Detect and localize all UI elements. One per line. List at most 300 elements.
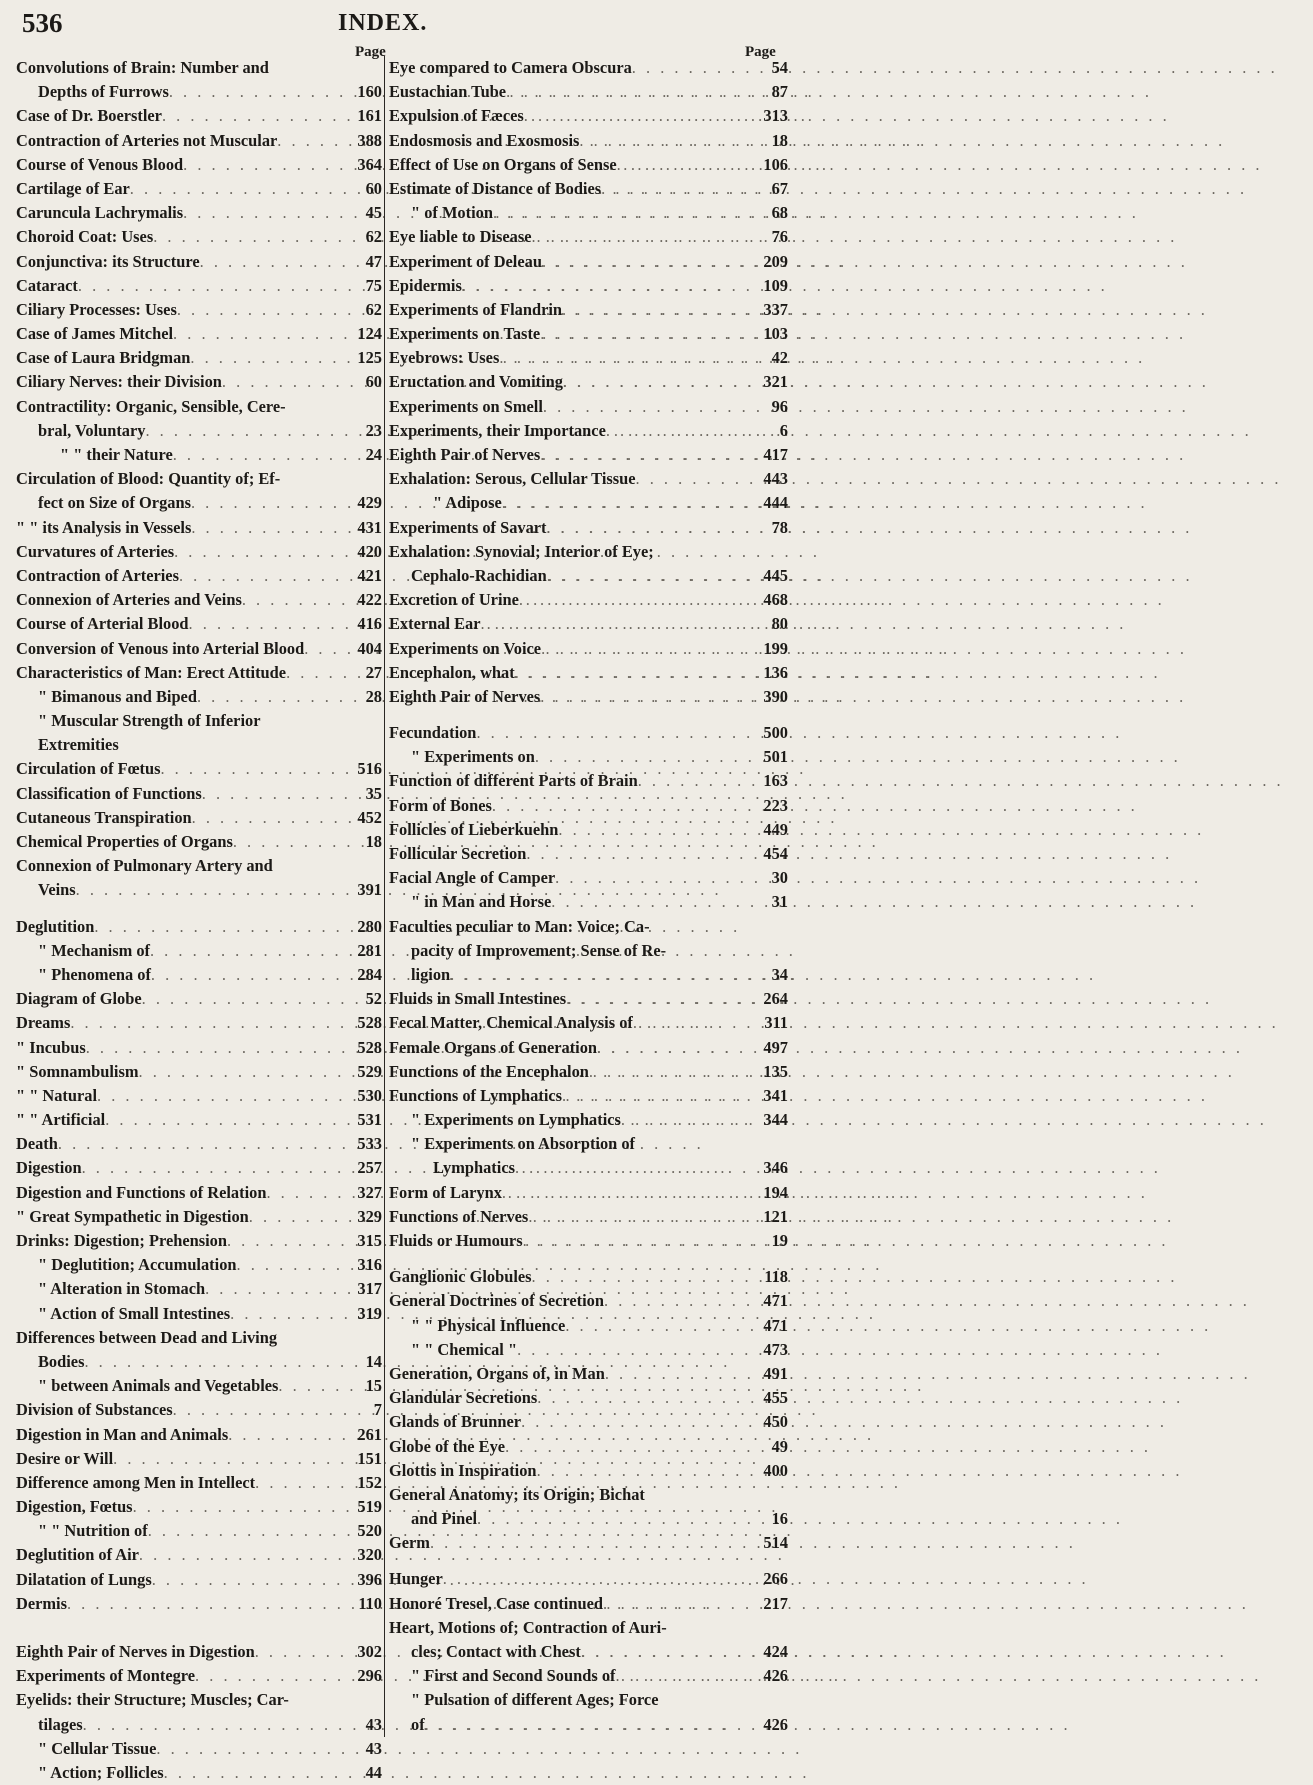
index-entry <box>16 661 382 685</box>
entry-page-number: 429 <box>357 493 382 513</box>
entry-text: Course of Arterial Blood <box>16 614 189 634</box>
entry-leader-dots <box>67 1592 354 1616</box>
entry-text: Eyebrows: Uses <box>389 348 500 368</box>
entry-leader-dots <box>638 769 760 793</box>
entry-leader-dots <box>94 915 353 939</box>
entry-leader-dots <box>505 1435 768 1459</box>
entry-text: Ciliary Nerves: their Division <box>16 372 222 392</box>
entry-page-number: 34 <box>771 964 788 984</box>
index-entry <box>389 1108 788 1132</box>
entry-page-number: 106 <box>763 154 788 174</box>
entry-page-number: 27 <box>365 662 382 682</box>
entry-page-number: 529 <box>357 1061 382 1081</box>
index-entry <box>389 1483 788 1507</box>
index-entry <box>389 987 788 1011</box>
entry-text: Exhalation: Serous, Cellular Tissue <box>389 469 636 489</box>
entry-text: Digestion in Man and Animals <box>16 1424 229 1444</box>
entry-page-number: 44 <box>365 1762 382 1782</box>
entry-gap <box>16 903 382 915</box>
entry-text: Chemical Properties of Organs <box>16 832 233 851</box>
entry-text: Experiments on Taste <box>389 324 541 344</box>
index-entry <box>16 491 382 515</box>
entry-page-number: 391 <box>357 880 382 900</box>
entry-leader-dots <box>286 661 362 685</box>
entry-leader-dots <box>450 963 767 987</box>
entry-text: " Phenomena of <box>38 964 151 984</box>
entry-page-number: 341 <box>763 1085 788 1105</box>
entry-text: Case of Dr. Boerstler <box>16 106 162 126</box>
entry-leader-dots <box>617 153 760 177</box>
entry-page-number: 444 <box>763 493 788 513</box>
entry-page-number: 19 <box>771 1231 788 1250</box>
entry-page-number: 417 <box>763 445 788 464</box>
entry-leader-dots <box>542 250 759 274</box>
entry-leader-dots <box>526 842 759 866</box>
entry-leader-dots <box>515 661 760 685</box>
index-entry <box>389 491 788 515</box>
entry-text: Form of Bones <box>389 795 492 815</box>
entry-page-number: 344 <box>763 1110 788 1130</box>
entry-page-number: 31 <box>771 892 788 912</box>
entry-text: Depths of Furrows <box>38 82 169 102</box>
index-entry <box>16 516 382 540</box>
entry-leader-dots <box>562 298 759 322</box>
entry-text: Desire or Will <box>16 1448 114 1468</box>
entry-page-number: 16 <box>771 1509 788 1529</box>
index-entry <box>16 1519 382 1543</box>
entry-page-number: 209 <box>763 251 788 271</box>
entry-leader-dots <box>113 1447 353 1471</box>
entry-leader-dots <box>515 1156 759 1180</box>
entry-text: Fecundation <box>389 723 477 743</box>
entry-leader-dots <box>543 395 768 419</box>
index-entry <box>16 963 382 987</box>
index-entry <box>16 1181 382 1205</box>
index-entry <box>389 1459 788 1483</box>
index-entry <box>16 1132 382 1156</box>
entry-leader-dots <box>565 1314 759 1338</box>
entry-text: " of Motion <box>411 203 493 223</box>
entry-leader-dots <box>540 322 759 346</box>
index-entry <box>389 1036 788 1060</box>
entry-leader-dots <box>86 1036 354 1060</box>
entry-leader-dots <box>430 1531 759 1555</box>
entry-page-number: 327 <box>357 1182 382 1202</box>
entry-page-number: 49 <box>771 1436 788 1456</box>
entry-page-number: 43 <box>365 1738 382 1758</box>
entry-page-number: 7 <box>373 1400 382 1420</box>
entry-text: Eye liable to Disease <box>389 227 532 247</box>
entry-text: pacity of Improvement; Sense of Re- <box>411 940 667 960</box>
entry-text: Expulsion of Fæces <box>389 106 524 126</box>
entry-text: Follicular Secretion <box>389 844 527 863</box>
index-entry <box>389 939 788 963</box>
index-entry <box>389 1507 788 1531</box>
entry-page-number: 421 <box>357 565 382 585</box>
entry-text: Experiments on Smell <box>389 396 543 416</box>
entry-leader-dots <box>83 1713 362 1737</box>
index-entry <box>16 298 382 322</box>
entry-text: Diagram of Globe <box>16 989 142 1009</box>
entry-text: General Doctrines of Secretion <box>389 1291 604 1311</box>
entry-leader-dots <box>563 370 759 394</box>
entry-page-number: 426 <box>763 1714 788 1734</box>
entry-text: " Incubus <box>16 1037 86 1057</box>
entry-leader-dots <box>547 564 760 588</box>
entry-text: Functions of Lymphatics <box>389 1085 563 1105</box>
entry-page-number: 35 <box>365 783 382 803</box>
entry-text: Glandular Secretions <box>389 1388 538 1408</box>
entry-page-number: 471 <box>763 1315 788 1335</box>
entry-text: Fluids or Humours <box>389 1231 523 1250</box>
index-entry <box>16 1277 382 1301</box>
entry-text: " Somnambulism <box>16 1061 139 1081</box>
entry-page-number: 80 <box>771 614 788 634</box>
entry-leader-dots <box>152 1568 354 1592</box>
entry-text: Estimate of Distance of Bodies <box>389 178 602 198</box>
entry-text: Dermis <box>16 1593 67 1613</box>
index-entry <box>16 612 382 636</box>
entry-page-number: 455 <box>763 1388 788 1408</box>
entry-page-number: 311 <box>764 1013 788 1033</box>
entry-gap <box>389 1253 788 1265</box>
entry-leader-dots <box>477 1507 768 1531</box>
entry-leader-dots <box>481 612 768 636</box>
entry-text: Conjunctiva: its Structure <box>16 251 200 271</box>
entry-text: " Experiments on Lymphatics <box>411 1110 621 1130</box>
index-entry <box>16 1084 382 1108</box>
entry-text: " Experiments on <box>411 747 535 767</box>
entry-page-number: 15 <box>365 1376 382 1396</box>
entry-page-number: 96 <box>771 396 788 416</box>
entry-page-number: 194 <box>763 1182 788 1202</box>
entry-page-number: 135 <box>763 1061 788 1081</box>
entry-leader-dots <box>160 757 353 781</box>
entry-text: Contraction of Arteries <box>16 565 179 585</box>
entry-leader-dots <box>603 1592 759 1616</box>
index-entry <box>389 1156 788 1180</box>
index-entry <box>16 854 382 878</box>
entry-leader-dots <box>581 1640 760 1664</box>
index-entry <box>389 1640 788 1664</box>
entry-leader-dots <box>148 1519 354 1543</box>
entry-text: " Action; Follicles <box>38 1762 164 1782</box>
entry-leader-dots <box>277 129 353 153</box>
entry-leader-dots <box>537 1459 760 1483</box>
index-entry <box>389 540 788 564</box>
entry-page-number: 45 <box>365 203 382 223</box>
index-entry <box>389 516 788 540</box>
entry-page-number: 471 <box>763 1291 788 1311</box>
index-entry <box>16 878 382 902</box>
index-entry <box>389 370 788 394</box>
entry-leader-dots <box>183 201 362 225</box>
right-column-header: Page <box>745 44 776 60</box>
entry-page-number: 18 <box>771 130 788 150</box>
index-entry <box>389 685 788 709</box>
entry-leader-dots <box>528 1205 759 1229</box>
index-entry <box>16 1640 382 1664</box>
index-entry <box>389 1265 788 1289</box>
entry-page-number: 519 <box>357 1497 382 1517</box>
entry-text: " Great Sympathetic in Digestion <box>16 1206 249 1226</box>
entry-page-number: 280 <box>357 916 382 936</box>
index-entry <box>389 1314 788 1338</box>
entry-text: Experiments, their Importance <box>389 420 606 440</box>
entry-text: tilages <box>38 1714 83 1734</box>
index-entry <box>389 1713 788 1737</box>
entry-text: Germ <box>389 1533 430 1553</box>
entry-page-number: 75 <box>365 275 382 295</box>
index-entry <box>16 1664 382 1688</box>
entry-text: Effect of Use on Organs of Sense <box>389 154 617 174</box>
entry-text: Encephalon, what <box>389 662 515 682</box>
entry-text: Glands of Brunner <box>389 1412 522 1432</box>
entry-page-number: 388 <box>357 130 382 150</box>
index-entry <box>16 939 382 963</box>
entry-page-number: 78 <box>771 517 788 537</box>
index-entry <box>389 1410 788 1434</box>
index-entry <box>16 56 382 80</box>
entry-text: " Action of Small Intestines <box>38 1303 231 1323</box>
index-entry <box>389 866 788 890</box>
index-entry <box>16 1398 382 1422</box>
index-entry <box>389 661 788 685</box>
entry-leader-dots <box>105 1108 353 1132</box>
entry-page-number: 420 <box>357 541 382 561</box>
index-entry <box>16 467 382 491</box>
entry-page-number: 60 <box>365 178 382 198</box>
index-entry <box>16 1205 382 1229</box>
index-entry <box>389 1435 788 1459</box>
entry-leader-dots <box>266 1181 353 1205</box>
entry-page-number: 346 <box>763 1158 788 1178</box>
entry-text: " Deglutition; Accumulation <box>38 1255 237 1275</box>
entry-text: " Mechanism of <box>38 940 150 960</box>
index-entry <box>16 153 382 177</box>
entry-leader-dots <box>255 1640 354 1664</box>
entry-page-number: 530 <box>357 1085 382 1105</box>
index-entry <box>389 1181 788 1205</box>
entry-page-number: 531 <box>357 1110 382 1130</box>
index-entry <box>16 1568 382 1592</box>
entry-text: " " its Analysis in Vessels <box>16 517 192 537</box>
index-entry <box>389 588 788 612</box>
entry-page-number: 109 <box>763 275 788 295</box>
entry-leader-dots <box>606 419 776 443</box>
entry-page-number: 42 <box>771 348 788 368</box>
entry-text: Fecal Matter, Chemical Analysis of <box>389 1013 633 1033</box>
index-entry <box>16 1253 382 1277</box>
entry-text: Case of Laura Bridgman <box>16 348 191 368</box>
entry-page-number: 62 <box>365 227 382 247</box>
index-entry <box>16 733 382 757</box>
entry-page-number: 450 <box>763 1412 788 1432</box>
entry-page-number: 28 <box>365 686 382 706</box>
entry-text: Faculties peculiar to Man: Voice; Ca- <box>389 916 650 936</box>
index-entry <box>389 225 788 249</box>
entry-page-number: 431 <box>357 517 382 537</box>
entry-page-number: 400 <box>763 1460 788 1480</box>
entry-page-number: 67 <box>771 178 788 198</box>
index-entry <box>389 1011 788 1035</box>
entry-leader-dots <box>242 588 354 612</box>
entry-page-number: 118 <box>764 1267 788 1287</box>
page-title: INDEX. <box>338 10 428 36</box>
index-entry <box>16 685 382 709</box>
entry-text: Hunger <box>389 1569 443 1589</box>
index-entry <box>16 1350 382 1374</box>
entry-leader-dots <box>502 1181 760 1205</box>
entry-gap <box>16 1616 382 1628</box>
entry-leader-dots <box>476 721 759 745</box>
entry-text: cles; Contact with Chest <box>411 1642 581 1661</box>
index-entry <box>389 346 788 370</box>
index-entry <box>16 540 382 564</box>
entry-text: Experiments of Savart <box>389 517 547 537</box>
entry-page-number: 125 <box>357 348 382 368</box>
entry-page-number: 404 <box>357 638 382 658</box>
index-entry <box>16 322 382 346</box>
entry-leader-dots <box>205 1277 353 1301</box>
index-entry <box>16 201 382 225</box>
entry-text: Caruncula Lachrymalis <box>16 203 184 223</box>
entry-leader-dots <box>84 1350 361 1374</box>
index-entry <box>16 1447 382 1471</box>
entry-text: " Pulsation of different Ages; Force <box>411 1690 659 1710</box>
index-entry <box>389 637 788 661</box>
index-entry <box>16 129 382 153</box>
entry-text: Contractility: Organic, Sensible, Cere- <box>16 396 286 416</box>
index-entry <box>16 1326 382 1350</box>
entry-page-number: 296 <box>357 1666 382 1686</box>
entry-text: Excretion of Urine <box>389 590 519 610</box>
index-entry <box>389 1531 788 1555</box>
entry-text: Circulation of Fœtus <box>16 759 161 779</box>
index-entry <box>389 419 788 443</box>
entry-page-number: 62 <box>365 299 382 319</box>
entry-text: Classification of Functions <box>16 783 202 803</box>
entry-leader-dots <box>558 818 759 842</box>
entry-text: " Alteration in Stomach <box>38 1279 206 1299</box>
index-entry <box>389 177 788 201</box>
entry-page-number: 424 <box>763 1642 788 1661</box>
entry-leader-dots <box>156 1737 361 1761</box>
entry-leader-dots <box>233 830 362 854</box>
entry-page-number: 302 <box>357 1642 382 1661</box>
index-entry <box>16 709 382 733</box>
entry-text: Follicles of Lieberkuehn <box>389 819 559 839</box>
entry-text: Cataract <box>16 275 78 295</box>
entry-text: Deglutition <box>16 916 95 936</box>
entry-text: Differences between Dead and Living <box>16 1327 278 1347</box>
entry-leader-dots <box>228 1423 353 1447</box>
entry-page-number: 319 <box>357 1303 382 1323</box>
entry-text: Glottis in Inspiration <box>389 1460 537 1480</box>
index-entry <box>389 56 788 80</box>
index-entry <box>389 104 788 128</box>
entry-text: Dilatation of Lungs <box>16 1569 152 1589</box>
entry-page-number: 443 <box>763 469 788 489</box>
entry-page-number: 47 <box>365 251 382 271</box>
entry-page-number: 136 <box>763 662 788 682</box>
entry-page-number: 426 <box>763 1666 788 1686</box>
entry-page-number: 23 <box>365 420 382 440</box>
entry-page-number: 281 <box>357 940 382 960</box>
index-entry <box>389 721 788 745</box>
entry-leader-dots <box>191 516 353 540</box>
index-entry <box>16 987 382 1011</box>
entry-leader-dots <box>97 1084 353 1108</box>
entry-leader-dots <box>177 298 362 322</box>
entry-text: Functions of Nerves <box>389 1206 529 1226</box>
entry-text: " Muscular Strength of Inferior <box>38 711 261 731</box>
entry-page-number: 121 <box>763 1206 788 1226</box>
entry-text: of <box>411 1714 425 1734</box>
entry-leader-dots <box>555 866 767 890</box>
entry-text: Digestion <box>16 1158 82 1178</box>
entry-page-number: 110 <box>358 1593 382 1613</box>
entry-leader-dots <box>139 1543 353 1567</box>
index-entry <box>389 1338 788 1362</box>
entry-page-number: 416 <box>357 614 382 634</box>
entry-page-number: 261 <box>357 1424 382 1444</box>
index-entry <box>389 201 788 225</box>
entry-text: Difference among Men in Intellect <box>16 1472 256 1492</box>
index-entry <box>389 129 788 153</box>
index-entry <box>16 830 382 854</box>
entry-page-number: 199 <box>763 638 788 658</box>
entry-leader-dots <box>605 1362 760 1386</box>
entry-page-number: 468 <box>763 590 788 610</box>
entry-page-number: 217 <box>763 1593 788 1613</box>
entry-leader-dots <box>192 806 354 830</box>
entry-leader-dots <box>249 1205 354 1229</box>
index-entry <box>16 370 382 394</box>
entry-page-number: 43 <box>365 1714 382 1734</box>
entry-leader-dots <box>237 1253 354 1277</box>
entry-leader-dots <box>540 443 759 467</box>
entry-text: Contraction of Arteries not Muscular <box>16 130 278 150</box>
index-entry <box>16 419 382 443</box>
index-entry <box>16 443 382 467</box>
entry-text: Cartilage of Ear <box>16 178 130 198</box>
entry-page-number: 151 <box>357 1448 382 1468</box>
index-entry <box>389 1567 788 1591</box>
entry-leader-dots <box>183 153 353 177</box>
entry-text: Circulation of Blood: Quantity of; Ef- <box>16 469 281 489</box>
entry-leader-dots <box>519 588 760 612</box>
index-entry <box>16 915 382 939</box>
entry-page-number: 54 <box>771 58 788 77</box>
entry-text: Epidermis <box>389 275 462 295</box>
index-entry <box>389 1289 788 1313</box>
entry-text: Characteristics of Man: Erect Attitude <box>16 662 287 682</box>
entry-page-number: 257 <box>357 1158 382 1178</box>
index-entry <box>389 890 788 914</box>
index-column-left <box>16 56 382 1785</box>
entry-text: Exhalation: Synovial; Interior of Eye; <box>389 541 654 561</box>
entry-leader-dots <box>150 939 353 963</box>
entry-text: Case of James Mitchel <box>16 324 174 344</box>
index-entry <box>389 274 788 298</box>
entry-leader-dots <box>532 225 768 249</box>
index-entry <box>16 1108 382 1132</box>
index-entry <box>389 80 788 104</box>
entry-page-number: 500 <box>763 723 788 743</box>
entry-text: " Experiments on Absorption of <box>411 1134 636 1154</box>
index-entry <box>16 1060 382 1084</box>
